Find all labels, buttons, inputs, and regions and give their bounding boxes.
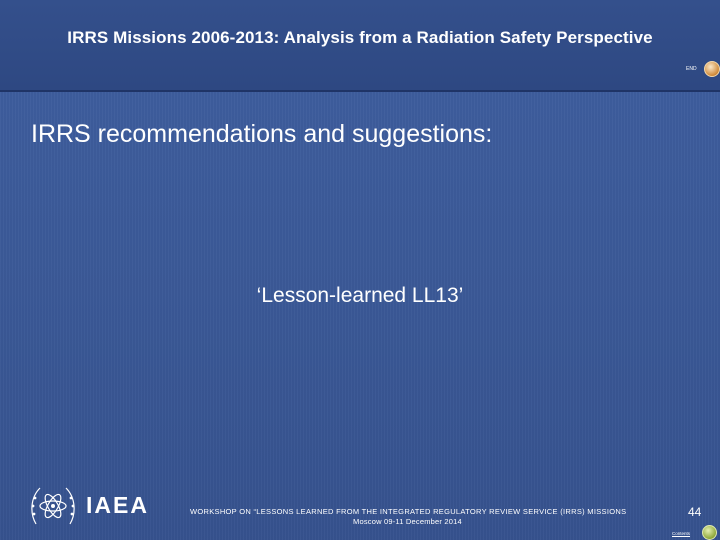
contents-link[interactable]: Contents xyxy=(672,531,691,536)
end-link[interactable]: END xyxy=(686,66,697,72)
workshop-location-date: Moscow 09-11 December 2014 xyxy=(353,517,462,526)
header-bar xyxy=(0,0,720,92)
contents-circle-icon[interactable] xyxy=(702,525,717,540)
iaea-atom-emblem-icon xyxy=(28,484,78,528)
lesson-learned-label: ‘Lesson-learned LL13’ xyxy=(256,284,464,307)
slide-subtitle: IRRS recommendations and suggestions: xyxy=(31,120,493,148)
page-number: 44 xyxy=(688,505,702,519)
page-title: IRRS Missions 2006-2013: Analysis from a Radiation Safety Perspective xyxy=(67,28,653,47)
iaea-logo-text: IAEA xyxy=(86,492,149,518)
workshop-title: WORKSHOP ON “LESSONS LEARNED FROM THE INTEGRATED REGULATORY REVIEW SERVICE (IRRS) MISSIONS xyxy=(190,507,627,516)
end-circle-icon[interactable] xyxy=(704,61,720,77)
